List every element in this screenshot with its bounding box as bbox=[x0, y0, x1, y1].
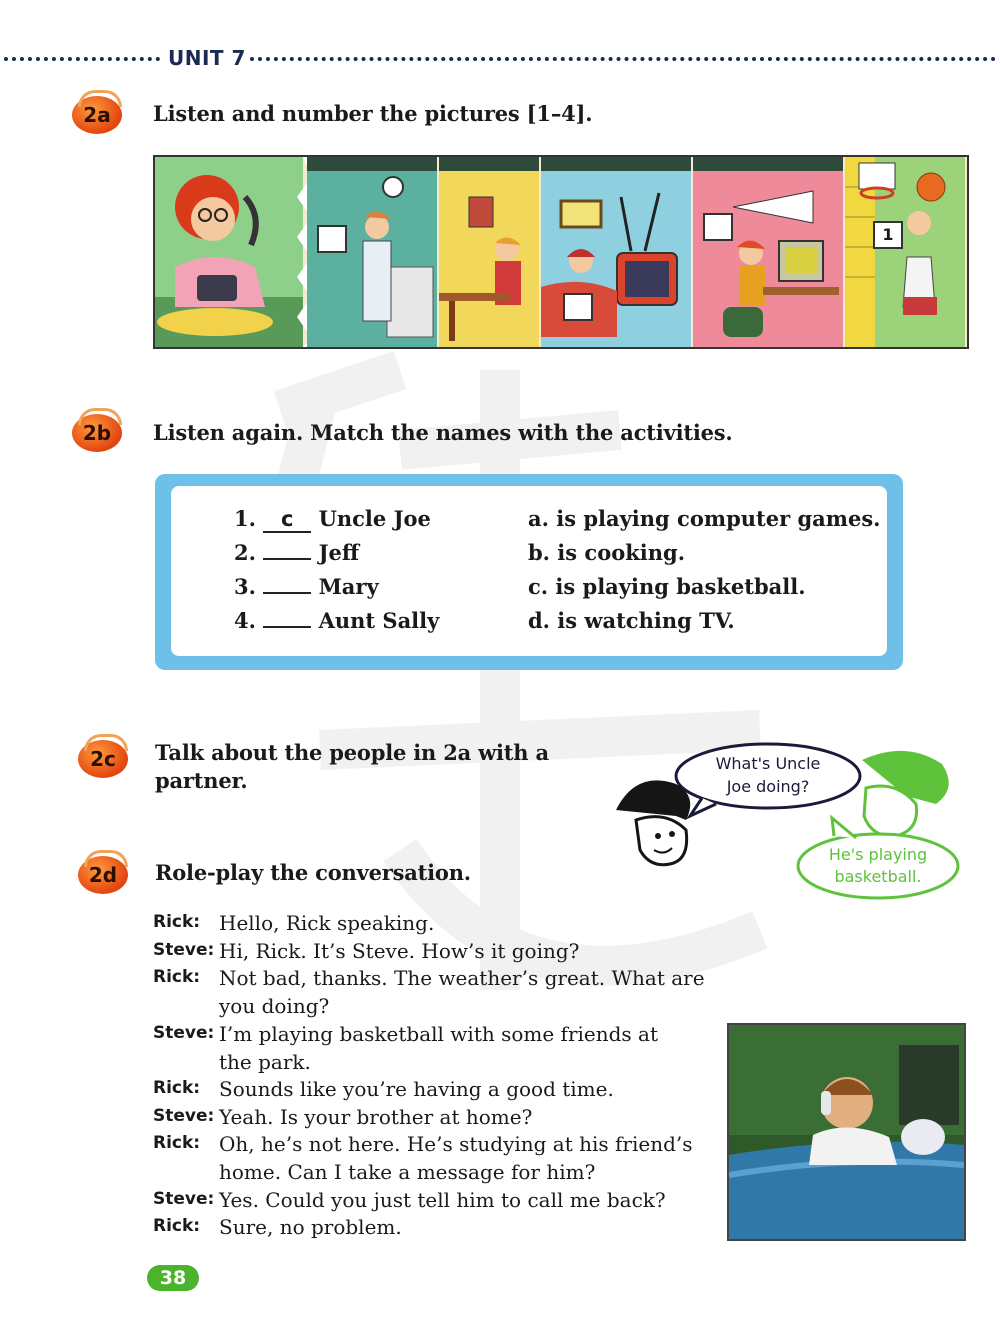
dialogue-line bbox=[153, 1103, 713, 1131]
utterance: I’m playing basketball with some friends at bbox=[219, 1022, 659, 1046]
answer-blank[interactable]: c bbox=[263, 507, 311, 533]
utterance: Sure, no problem. bbox=[219, 1215, 402, 1239]
computer-games-picture bbox=[693, 157, 843, 347]
item-number: 2. bbox=[234, 540, 256, 565]
person-name: Uncle Joe bbox=[318, 506, 431, 531]
dialogue-line bbox=[153, 1213, 713, 1241]
answer-bubble-line1: He's playing bbox=[828, 845, 928, 864]
picture-number-box-filled[interactable]: 1 bbox=[873, 221, 903, 249]
utterance-continued: the park. bbox=[219, 1050, 311, 1074]
caller-illustration bbox=[155, 157, 303, 347]
dialogue-line bbox=[153, 1075, 713, 1103]
utterance: Hello, Rick speaking. bbox=[219, 911, 435, 935]
answer-blank[interactable] bbox=[263, 592, 311, 594]
basketball-picture bbox=[845, 157, 965, 347]
utterance-continued: home. Can I take a message for him? bbox=[219, 1160, 596, 1184]
activity-item: c. is playing basketball. bbox=[528, 574, 806, 599]
computer-desk-picture bbox=[439, 157, 539, 347]
picture-number-box[interactable] bbox=[703, 213, 733, 241]
item-number: 1. bbox=[234, 506, 256, 531]
utterance: Sounds like you’re having a good time. bbox=[219, 1077, 614, 1101]
question-bubble-line1: What's Uncle bbox=[715, 754, 821, 773]
speaker-name: Rick: bbox=[153, 1216, 201, 1236]
basketball-illustration bbox=[845, 157, 965, 347]
photo-illustration bbox=[729, 1025, 964, 1239]
utterance: Yeah. Is your brother at home? bbox=[219, 1105, 533, 1129]
games-illustration bbox=[693, 157, 843, 347]
picture-number-box[interactable] bbox=[563, 293, 593, 321]
section-2d-heading: Role-play the conversation. bbox=[155, 860, 471, 885]
matching-exercise-panel bbox=[171, 486, 887, 656]
item-number: 3. bbox=[234, 574, 256, 599]
unit-header bbox=[0, 44, 1000, 72]
activity-item: b. is cooking. bbox=[528, 540, 686, 565]
activity-item: a. is playing computer games. bbox=[528, 506, 881, 531]
section-2a-heading: Listen and number the pictures [1–4]. bbox=[153, 101, 593, 126]
name-item bbox=[234, 574, 379, 599]
utterance-continued: you doing? bbox=[219, 994, 330, 1018]
picture-strip bbox=[153, 155, 969, 349]
desk-illustration bbox=[439, 157, 539, 347]
answer-blank[interactable] bbox=[263, 626, 311, 628]
person-name: Mary bbox=[318, 574, 379, 599]
section-2c-badge: 2c bbox=[78, 740, 128, 778]
boy-on-phone-photo bbox=[727, 1023, 966, 1241]
section-2d-badge: 2d bbox=[78, 856, 128, 894]
speaker-name: Steve: bbox=[153, 940, 215, 960]
name-item bbox=[234, 540, 359, 565]
dialogue-line bbox=[153, 909, 713, 937]
name-item bbox=[234, 506, 431, 533]
person-name: Aunt Sally bbox=[318, 608, 440, 633]
speaker-name: Rick: bbox=[153, 967, 201, 987]
activity-item: d. is watching TV. bbox=[528, 608, 735, 633]
picture-number-box[interactable] bbox=[317, 225, 347, 253]
speaker-name: Rick: bbox=[153, 1078, 201, 1098]
answer-blank[interactable] bbox=[263, 558, 311, 560]
dialogue-line bbox=[153, 964, 713, 1020]
caller-picture bbox=[155, 157, 303, 347]
matching-exercise-box bbox=[155, 474, 903, 670]
section-2a-badge: 2a bbox=[72, 96, 122, 134]
utterance: Not bad, thanks. The weather’s great. What are bbox=[219, 966, 705, 990]
utterance: Yes. Could you just tell him to call me back? bbox=[219, 1188, 666, 1212]
item-number: 4. bbox=[234, 608, 256, 633]
name-item bbox=[234, 608, 439, 633]
speaker-name: Rick: bbox=[153, 1133, 201, 1153]
unit-label: UNIT 7 bbox=[168, 46, 246, 70]
dialogue-line bbox=[153, 1130, 713, 1186]
section-2b-badge: 2b bbox=[72, 414, 122, 452]
person-name: Jeff bbox=[318, 540, 360, 565]
utterance: Hi, Rick. It’s Steve. How’s it going? bbox=[219, 939, 580, 963]
speaker-name: Rick: bbox=[153, 912, 201, 932]
section-2c-heading-line1: Talk about the people in 2a with a bbox=[155, 740, 549, 765]
answer-bubble-line2: basketball. bbox=[834, 867, 922, 886]
section-2b-heading: Listen again. Match the names with the activities. bbox=[153, 420, 733, 445]
speaker-name: Steve: bbox=[153, 1106, 215, 1126]
dialogue-line bbox=[153, 1186, 713, 1214]
question-bubble-line2: Joe doing? bbox=[726, 777, 810, 796]
speaker-name: Steve: bbox=[153, 1189, 215, 1209]
header-dots-left bbox=[4, 57, 160, 61]
utterance: Oh, he’s not here. He’s studying at his friend’s bbox=[219, 1132, 693, 1156]
section-2c-heading-line2: partner. bbox=[155, 768, 248, 793]
page-number-badge: 38 bbox=[147, 1265, 199, 1291]
dialogue-line bbox=[153, 1020, 713, 1076]
speaker-name: Steve: bbox=[153, 1023, 215, 1043]
header-dots-right bbox=[250, 57, 996, 61]
dialogue-line bbox=[153, 937, 713, 965]
